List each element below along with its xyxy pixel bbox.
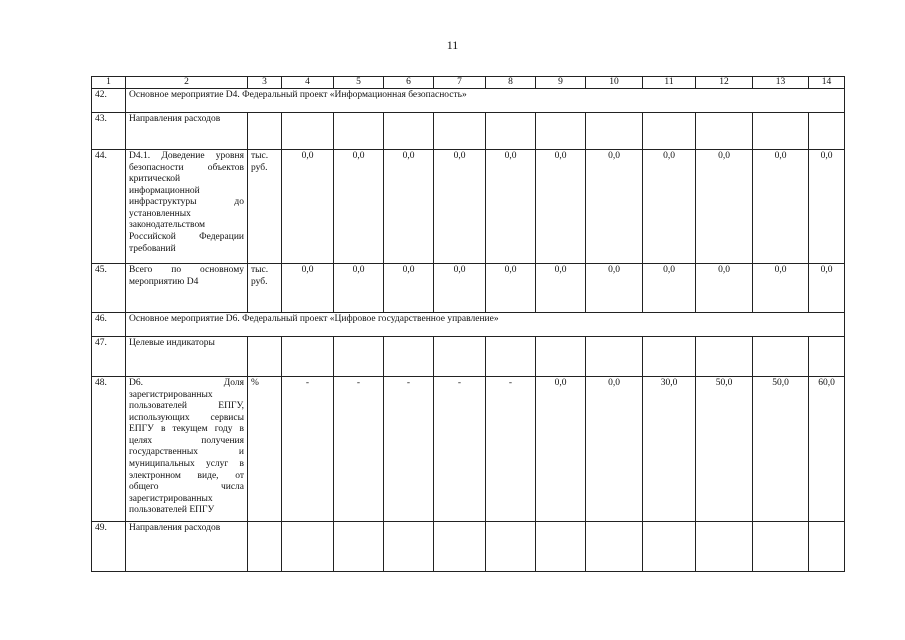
row-number: 47. — [92, 337, 126, 377]
value-cell: 0,0 — [282, 150, 334, 264]
column-number: 13 — [753, 77, 809, 89]
value-cell: 50,0 — [696, 377, 753, 522]
value-cell: 0,0 — [809, 150, 845, 264]
unit-cell — [248, 522, 282, 572]
value-cell — [486, 113, 536, 150]
value-cell — [643, 337, 696, 377]
value-cell: - — [334, 377, 384, 522]
row-number: 48. — [92, 377, 126, 522]
value-cell — [334, 522, 384, 572]
value-cell: 60,0 — [809, 377, 845, 522]
value-cell — [536, 113, 586, 150]
page-number: 11 — [446, 38, 459, 52]
value-cell: 0,0 — [696, 264, 753, 313]
value-cell: 0,0 — [334, 264, 384, 313]
row-label: Всего по основному мероприятию D4 — [126, 264, 248, 313]
column-number: 12 — [696, 77, 753, 89]
value-cell: 0,0 — [434, 264, 486, 313]
value-cell — [809, 113, 845, 150]
value-cell: 0,0 — [486, 150, 536, 264]
value-cell: - — [384, 377, 434, 522]
value-cell — [486, 337, 536, 377]
value-cell — [536, 337, 586, 377]
unit-cell: тыс. руб. — [248, 150, 282, 264]
column-number: 3 — [248, 77, 282, 89]
value-cell: 0,0 — [586, 264, 643, 313]
unit-cell: тыс. руб. — [248, 264, 282, 313]
value-cell: 0,0 — [282, 264, 334, 313]
value-cell: 0,0 — [809, 264, 845, 313]
value-cell: 0,0 — [753, 264, 809, 313]
row-label: Направления расходов — [126, 113, 248, 150]
value-cell — [384, 113, 434, 150]
value-cell — [809, 522, 845, 572]
column-number: 10 — [586, 77, 643, 89]
row-label: Целевые индикаторы — [126, 337, 248, 377]
row-label: Направления расходов — [126, 522, 248, 572]
row-label: D4.1. Доведение уровня безопасности объектов критической информационной инфраструктуры до установленных законодательством Российской Федерации требований — [126, 150, 248, 264]
value-cell — [643, 522, 696, 572]
column-number: 6 — [384, 77, 434, 89]
value-cell — [486, 522, 536, 572]
table-row — [92, 89, 845, 113]
value-cell — [753, 113, 809, 150]
value-cell — [586, 113, 643, 150]
column-number: 14 — [809, 77, 845, 89]
value-cell: 0,0 — [643, 264, 696, 313]
column-number: 5 — [334, 77, 384, 89]
value-cell: 0,0 — [334, 150, 384, 264]
value-cell: 0,0 — [696, 150, 753, 264]
column-number: 4 — [282, 77, 334, 89]
column-number: 7 — [434, 77, 486, 89]
column-number: 11 — [643, 77, 696, 89]
row-number: 49. — [92, 522, 126, 572]
value-cell: 0,0 — [536, 377, 586, 522]
value-cell — [586, 522, 643, 572]
value-cell: 0,0 — [434, 150, 486, 264]
unit-cell — [248, 337, 282, 377]
unit-cell — [248, 113, 282, 150]
program-table — [91, 76, 845, 572]
value-cell: 0,0 — [384, 264, 434, 313]
value-cell: 0,0 — [384, 150, 434, 264]
table-row — [92, 113, 845, 150]
value-cell — [384, 337, 434, 377]
unit-cell: % — [248, 377, 282, 522]
value-cell — [696, 113, 753, 150]
row-number: 42. — [92, 89, 126, 113]
section-title: Основное мероприятие D6. Федеральный проект «Цифровое государственное управление» — [126, 313, 845, 337]
value-cell — [434, 113, 486, 150]
section-title: Основное мероприятие D4. Федеральный проект «Информационная безопасность» — [126, 89, 845, 113]
value-cell: 0,0 — [486, 264, 536, 313]
header-row — [92, 77, 845, 89]
column-number: 9 — [536, 77, 586, 89]
row-number: 46. — [92, 313, 126, 337]
table-row — [92, 264, 845, 313]
value-cell — [696, 522, 753, 572]
row-label: D6. Доля зарегистрированных пользователей ЕПГУ, использующих сервисы ЕПГУ в текущем году в целях получения государственных и муниципальных услуг в электронном виде, от общего числа зарегистрированных пользователей ЕПГУ — [126, 377, 248, 522]
row-number: 43. — [92, 113, 126, 150]
value-cell — [384, 522, 434, 572]
row-number: 45. — [92, 264, 126, 313]
value-cell: 0,0 — [536, 264, 586, 313]
value-cell: 0,0 — [586, 150, 643, 264]
value-cell: 50,0 — [753, 377, 809, 522]
row-number: 44. — [92, 150, 126, 264]
column-number: 1 — [92, 77, 126, 89]
value-cell — [434, 522, 486, 572]
table-row — [92, 150, 845, 264]
value-cell — [282, 337, 334, 377]
value-cell — [434, 337, 486, 377]
value-cell — [586, 337, 643, 377]
value-cell — [696, 337, 753, 377]
value-cell: 0,0 — [586, 377, 643, 522]
value-cell — [536, 522, 586, 572]
column-number: 8 — [486, 77, 536, 89]
table-row — [92, 313, 845, 337]
table-row — [92, 377, 845, 522]
value-cell — [282, 522, 334, 572]
value-cell — [334, 337, 384, 377]
value-cell — [753, 522, 809, 572]
value-cell: 30,0 — [643, 377, 696, 522]
value-cell — [809, 337, 845, 377]
value-cell: - — [486, 377, 536, 522]
table-row — [92, 337, 845, 377]
table-row — [92, 522, 845, 572]
column-number: 2 — [126, 77, 248, 89]
value-cell: - — [282, 377, 334, 522]
value-cell — [282, 113, 334, 150]
value-cell — [643, 113, 696, 150]
value-cell: - — [434, 377, 486, 522]
value-cell: 0,0 — [753, 150, 809, 264]
value-cell: 0,0 — [643, 150, 696, 264]
value-cell — [334, 113, 384, 150]
value-cell: 0,0 — [536, 150, 586, 264]
value-cell — [753, 337, 809, 377]
